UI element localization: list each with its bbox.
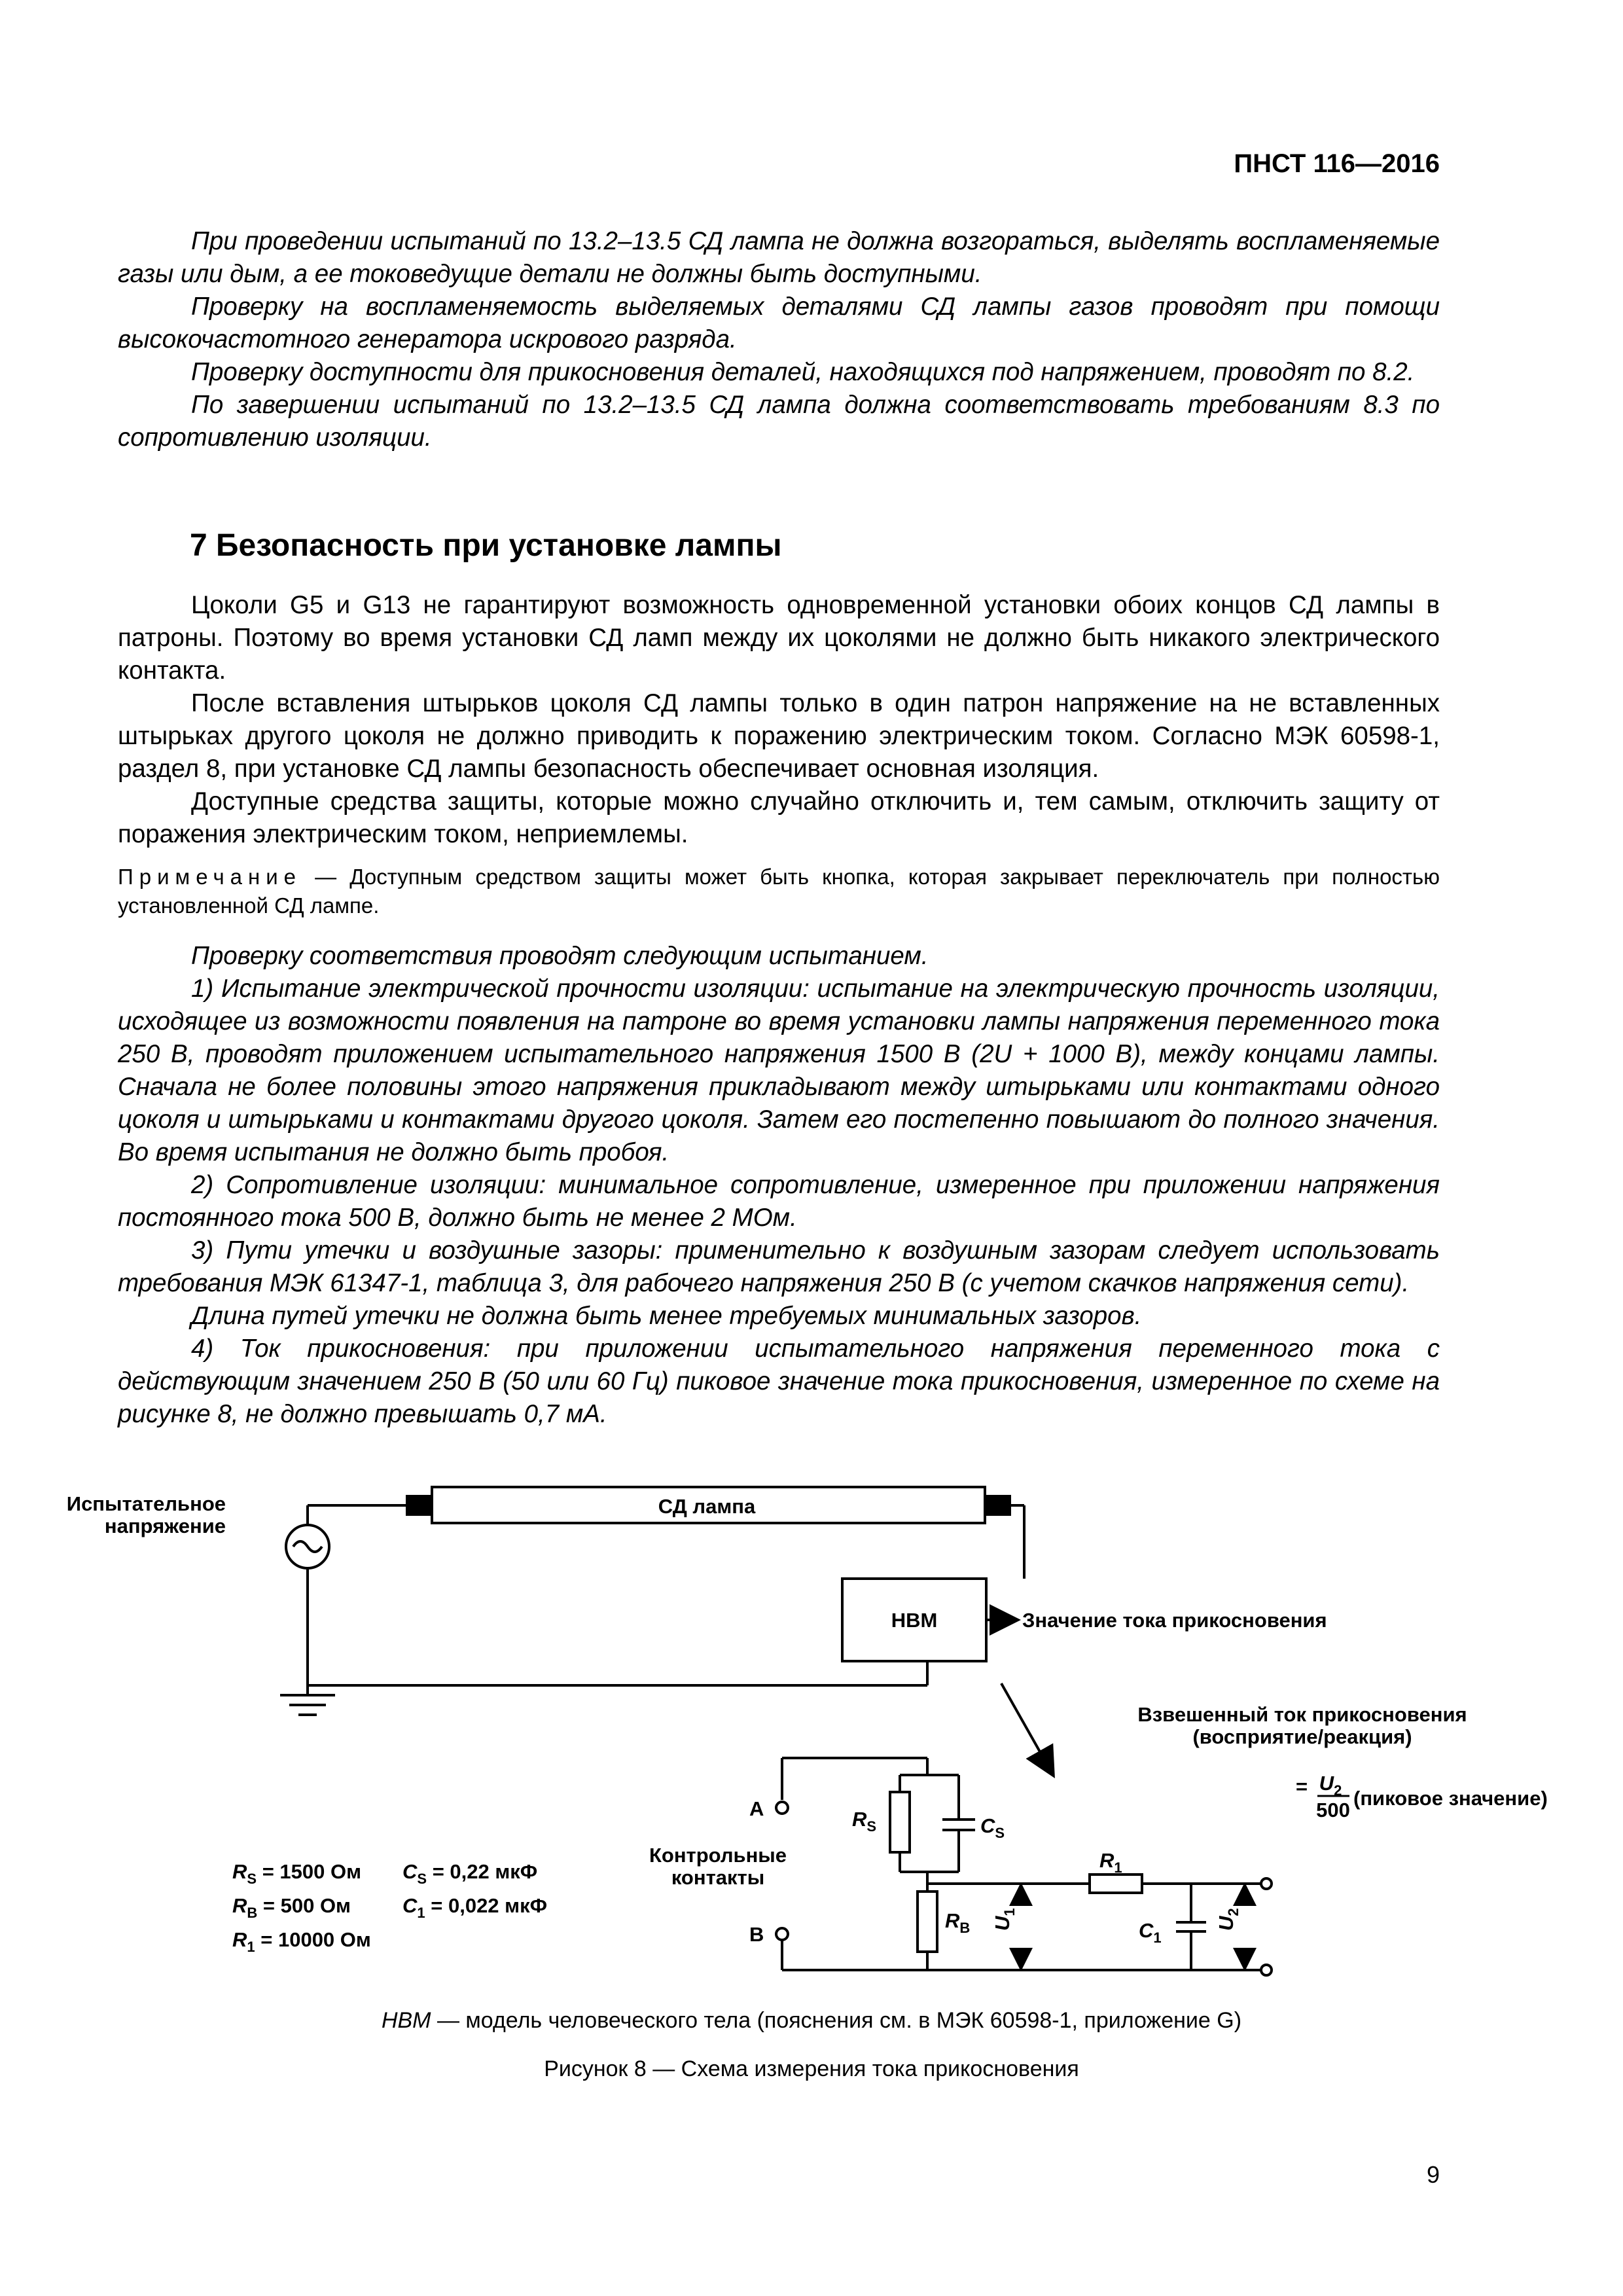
- value-sub: 1: [417, 1905, 425, 1921]
- u2-sub: 2: [1225, 1908, 1241, 1916]
- lamp-pins-left: [407, 1496, 431, 1515]
- value-sub: S: [417, 1871, 427, 1887]
- svg-text:RS: [852, 1808, 876, 1835]
- value-symbol: R: [232, 1894, 247, 1917]
- value-text: = 500 Ом: [257, 1894, 351, 1917]
- output-terminal-icon: [1261, 1965, 1272, 1975]
- circuit-svg: [66, 1473, 1548, 1990]
- resistor-r1: [1090, 1874, 1142, 1893]
- value-text: = 0,22 мкФ: [427, 1860, 538, 1883]
- value-sub: 1: [247, 1939, 255, 1955]
- test-voltage-label: Испытательное: [66, 1492, 226, 1515]
- value-text: = 0,022 мкФ: [425, 1894, 548, 1917]
- lamp-pins-right: [986, 1496, 1010, 1515]
- resistor-rb: [918, 1892, 937, 1952]
- paragraph: 4) Ток прикосновения: при приложении испытательного напряжения переменного тока с действующим значением 250 В (50 или 60 Гц) пиковое значение тока прикосновения, измеренное по схеме на рисунке 8, не должно превышать 0,7 мА.: [118, 1335, 1440, 1428]
- formula-denominator: 500: [1316, 1799, 1350, 1821]
- paragraph: 3) Пути утечки и воздушные зазоры: применительно к воздушным зазорам следует использовать требования МЭК 61347-1, таблица 3, для рабочего напряжения 250 В (с учетом скачков напряжения сети).: [118, 1236, 1440, 1297]
- paragraph: При проведении испытаний по 13.2–13.5 СД лампа не должна возгораться, выделять воспламеняемые газы или дым, а ее токоведущие детали не должны быть доступными.: [118, 227, 1440, 288]
- contacts-label: контакты: [671, 1866, 765, 1889]
- touch-current-value-label: Значение тока прикосновения: [1022, 1609, 1327, 1632]
- svg-text:R1 = 10000 Ом: [232, 1928, 371, 1955]
- rs-sub: S: [866, 1818, 877, 1835]
- resistor-rs: [890, 1792, 910, 1852]
- weighted-current-label: Взвешенный ток прикосновения: [1137, 1703, 1467, 1726]
- circuit-diagram: [66, 1473, 1548, 1990]
- hbm-label: НВМ: [891, 1609, 938, 1632]
- svg-text:CS: [980, 1814, 1005, 1841]
- figure-caption: Рисунок 8 — Схема измерения тока прикосновения: [544, 2056, 1079, 2081]
- formula-eq: =: [1296, 1775, 1308, 1798]
- formula-numerator: U: [1319, 1772, 1334, 1795]
- svg-text:R1: [1099, 1849, 1122, 1876]
- value-symbol: R: [232, 1860, 247, 1883]
- output-terminal-icon: [1261, 1878, 1272, 1889]
- rb-label: R: [945, 1909, 960, 1932]
- value-sub: B: [247, 1905, 258, 1921]
- paragraph: Проверку соответствия проводят следующим испытанием.: [191, 942, 929, 970]
- contacts-label: Контрольные: [649, 1844, 787, 1867]
- detail-arrow-icon: [1001, 1683, 1052, 1774]
- paragraph: По завершении испытаний по 13.2–13.5 СД лампа должна соответствовать требованиям 8.3 по сопротивлению изоляции.: [118, 391, 1440, 452]
- terminal-a-icon: [776, 1802, 788, 1814]
- intro-block: [118, 225, 1440, 454]
- u2-label: U: [1215, 1916, 1238, 1931]
- section-title: 7 Безопасность при установке лампы: [190, 528, 782, 563]
- value-symbol: C: [402, 1894, 418, 1917]
- c1-sub: 1: [1153, 1929, 1162, 1946]
- paragraph: Длина путей утечки не должна быть менее требуемых минимальных зазоров.: [191, 1302, 1142, 1330]
- note-text: — Доступным средством защиты может быть кнопка, которая закрывает переключатель при полностью установленной СД лампе.: [118, 865, 1440, 918]
- paragraph: Проверку доступности для прикосновения деталей, находящихся под напряжением, проводят по 8.2.: [191, 358, 1415, 386]
- svg-text:RB: [945, 1909, 970, 1936]
- u1-sub: 1: [1001, 1908, 1018, 1916]
- svg-text:RS = 1500 Ом: [232, 1860, 361, 1887]
- test-block: [118, 940, 1440, 1431]
- weighted-current-label: (восприятие/реакция): [1192, 1725, 1412, 1748]
- value-symbol: R: [232, 1928, 247, 1951]
- paragraph: Цоколи G5 и G13 не гарантируют возможность одновременной установки обоих концов СД лампы в патроны. Поэтому во время установки СД ламп между их цоколями не должно быть никакого электрического контакта.: [118, 591, 1440, 685]
- cs-label: C: [980, 1814, 995, 1837]
- svg-text:CS = 0,22 мкФ: [402, 1860, 537, 1887]
- paragraph: 1) Испытание электрической прочности изоляции: испытание на электрическую прочность изоляции, исходящее из возможности появления на патроне во время установки лампы напряжения переменного тока 250 В, проводят приложением испытательного напряжения 1500 В (2U + 1000 В), между концами лампы. Сначала не более половины этого напряжения прикладывают между штырьками или контактами одного цоколя и штырьками и контактами другого цоколя. Затем его постепенно повышают до полного значения. Во время испытания не должно быть пробоя.: [118, 975, 1440, 1166]
- value-text: = 1500 Ом: [257, 1860, 362, 1883]
- svg-text:C1: [1139, 1919, 1162, 1946]
- u1-label: U: [991, 1916, 1014, 1931]
- paragraph: 2) Сопротивление изоляции: минимальное сопротивление, измеренное при приложении напряжения постоянного тока 500 В, должно быть не менее 2 МОм.: [118, 1171, 1440, 1232]
- terminal-b-icon: [776, 1928, 788, 1940]
- svg-text:U1: [991, 1908, 1018, 1931]
- svg-text:U2: [1215, 1908, 1241, 1931]
- value-symbol: C: [402, 1860, 418, 1883]
- value-sub: S: [247, 1871, 257, 1887]
- terminal-b-label: B: [749, 1923, 764, 1946]
- sine-icon: [293, 1541, 322, 1552]
- figure-note-abbr: НВМ: [381, 2008, 431, 2033]
- cs-sub: S: [995, 1825, 1005, 1841]
- figure-note-text: — модель человеческого тела (пояснения см. в МЭК 60598-1, приложение G): [431, 2008, 1242, 2033]
- note: [118, 863, 1440, 920]
- figure-note: [0, 2008, 1623, 2034]
- paragraph: Доступные средства защиты, которые можно случайно отключить и, тем самым, отключить защиту от поражения электрическим током, неприемлемы.: [118, 787, 1440, 848]
- rs-label: R: [852, 1808, 867, 1831]
- test-voltage-label: напряжение: [104, 1515, 226, 1537]
- rb-sub: B: [959, 1920, 971, 1936]
- lamp-label: СД лампа: [658, 1495, 756, 1518]
- note-label: Примечание: [118, 865, 302, 889]
- svg-text:U2: [1319, 1772, 1342, 1799]
- value-text: = 10000 Ом: [255, 1928, 371, 1951]
- c1-label: C: [1139, 1919, 1154, 1942]
- document-id: ПНСТ 116—2016: [1234, 149, 1440, 178]
- r1-sub: 1: [1114, 1859, 1122, 1876]
- paragraph: После вставления штырьков цоколя СД лампы только в один патрон напряжение на не вставленных штырьках другого цоколя не должно приводить к поражению электрическим током. Согласно МЭК 60598-1, раздел 8, при установке СД лампы безопасность обеспечивает основная изоляция.: [118, 689, 1440, 783]
- formula-peak: (пиковое значение): [1353, 1787, 1548, 1810]
- formula-numerator-sub: 2: [1334, 1782, 1342, 1799]
- svg-text:RB = 500 Ом: [232, 1894, 351, 1921]
- svg-text:C1 = 0,022 мкФ: [402, 1894, 547, 1921]
- section-body: [118, 589, 1440, 851]
- r1-label: R: [1099, 1849, 1115, 1872]
- paragraph: Проверку на воспламеняемость выделяемых деталями СД лампы газов проводят при помощи высокочастотного генератора искрового разряда.: [118, 293, 1440, 353]
- terminal-a-label: A: [749, 1797, 764, 1820]
- page-number: 9: [1426, 2161, 1440, 2188]
